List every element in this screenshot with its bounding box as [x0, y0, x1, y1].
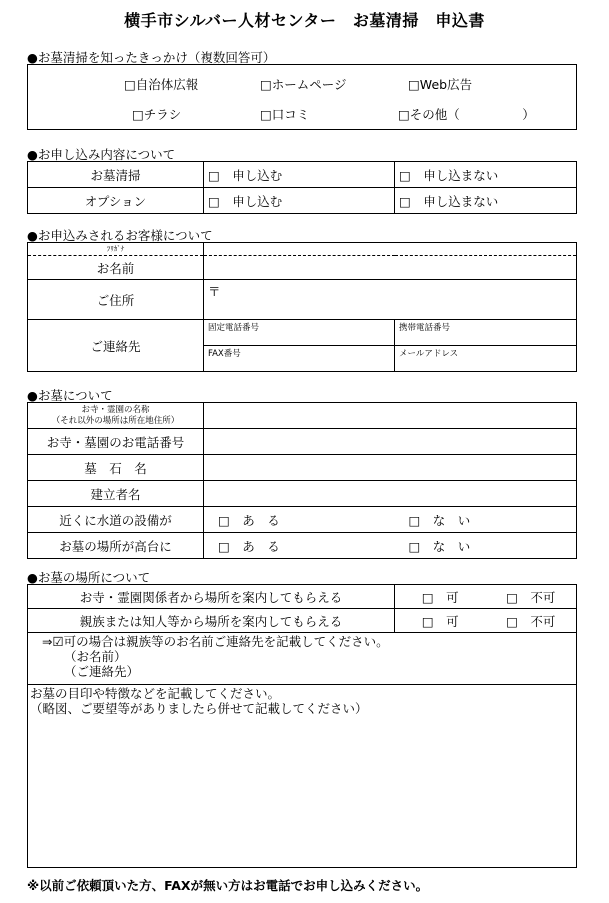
builder-label: 建立者名	[28, 481, 204, 507]
location-table	[27, 584, 577, 868]
row-label-option: オプション	[28, 188, 204, 214]
checkbox-temple-guide-ng[interactable]: □ 不可	[486, 585, 577, 609]
checkbox-water-no[interactable]: □ な い	[395, 507, 577, 533]
table-row	[28, 243, 577, 256]
checkbox-water-yes[interactable]: □ あ る	[204, 507, 395, 533]
relative-contact-field[interactable]	[28, 633, 577, 685]
checkbox-relative-guide-ok[interactable]: □ 可	[395, 609, 486, 633]
builder-field[interactable]	[204, 481, 577, 507]
checkbox-option-apply[interactable]: □ 申し込む	[204, 188, 395, 214]
landline-field[interactable]: 固定電話番号	[204, 320, 395, 346]
grave-table	[27, 402, 577, 559]
checkbox-height-yes[interactable]: □ あ る	[204, 533, 395, 559]
name-label: お名前	[28, 256, 204, 280]
grave-name-field[interactable]	[204, 455, 577, 481]
temple-name-label-line1: お寺・霊園の名称	[81, 404, 150, 415]
section1-heading: ●お墓清掃を知ったきっかけ（複数回答可）	[27, 50, 276, 65]
table-row	[28, 188, 577, 214]
memo-instruction-sub: （略図、ご要望等がありましたら併せて記載してください）	[30, 701, 368, 716]
relative-note: ⇒☑可の場合は親族等のお名前ご連絡先を記載してください。	[42, 634, 389, 649]
fax-field[interactable]: FAX番号	[204, 346, 395, 372]
application-table	[27, 161, 577, 214]
checkbox-other[interactable]: □その他（ ）	[398, 107, 535, 122]
table-row	[28, 256, 577, 280]
table-row	[28, 481, 577, 507]
row-label-cleaning: お墓清掃	[28, 162, 204, 188]
table-row	[28, 403, 577, 429]
temple-guide-label: お寺・霊園関係者から場所を案内してもらえる	[28, 585, 395, 609]
checkbox-homepage[interactable]: □ホームページ	[260, 77, 347, 92]
height-label: お墓の場所が高台に	[28, 533, 204, 559]
table-row	[28, 320, 577, 346]
checkbox-option-decline[interactable]: □ 申し込まない	[395, 188, 577, 214]
section5-heading: ●お墓の場所について	[27, 570, 151, 585]
mobile-field[interactable]: 携帯電話番号	[395, 320, 577, 346]
checkbox-relative-guide-ng[interactable]: □ 不可	[486, 609, 577, 633]
checkbox-height-no[interactable]: □ な い	[395, 533, 577, 559]
email-field[interactable]: メールアドレス	[395, 346, 577, 372]
address-field[interactable]	[204, 280, 577, 320]
table-row	[28, 609, 577, 633]
table-row	[28, 429, 577, 455]
grave-name-label: 墓 石 名	[28, 455, 204, 481]
table-row	[28, 507, 577, 533]
relative-contact-label: （ご連絡先）	[64, 664, 140, 679]
name-field[interactable]	[204, 256, 577, 280]
table-row	[28, 162, 577, 188]
table-row	[28, 455, 577, 481]
address-label: ご住所	[28, 280, 204, 320]
section3-heading: ●お申込みされるお客様について	[27, 228, 213, 243]
checkbox-cleaning-decline[interactable]: □ 申し込まない	[395, 162, 577, 188]
section4-heading: ●お墓について	[27, 388, 113, 403]
checkbox-cleaning-apply[interactable]: □ 申し込む	[204, 162, 395, 188]
checkbox-web-ad[interactable]: □Web広告	[408, 77, 473, 92]
water-label: 近くに水道の設備が	[28, 507, 204, 533]
memo-field[interactable]	[28, 685, 577, 868]
temple-name-field[interactable]	[204, 403, 577, 429]
table-row	[28, 633, 577, 685]
postal-mark: 〒	[208, 284, 221, 299]
referral-box	[27, 64, 577, 130]
furigana-label: ﾌﾘｶﾞﾅ	[28, 243, 204, 256]
checkbox-flyer[interactable]: □チラシ	[132, 107, 182, 122]
checkbox-municipal-pr[interactable]: □自治体広報	[124, 77, 199, 92]
temple-name-label-line2: （それ以外の場所は所在地住所）	[51, 415, 180, 426]
relative-name-label: （お名前）	[64, 649, 127, 664]
temple-phone-label: お寺・墓園のお電話番号	[28, 429, 204, 455]
customer-table	[27, 242, 577, 372]
table-row	[28, 533, 577, 559]
footer-note: ※以前ご依頼頂いた方、FAXが無い方はお電話でお申し込みください。	[27, 878, 429, 893]
relative-guide-label: 親族または知人等から場所を案内してもらえる	[28, 609, 395, 633]
section2-heading: ●お申し込み内容について	[27, 147, 176, 162]
table-row	[28, 280, 577, 320]
table-row	[28, 685, 577, 868]
page-title: 横手市シルバー人材センター お墓清掃 申込書	[124, 11, 485, 30]
furigana-field[interactable]	[204, 243, 577, 256]
checkbox-word-of-mouth[interactable]: □口コミ	[260, 107, 310, 122]
checkbox-temple-guide-ok[interactable]: □ 可	[395, 585, 486, 609]
table-row	[28, 585, 577, 609]
temple-name-label	[28, 403, 204, 429]
contact-label: ご連絡先	[28, 320, 204, 372]
memo-instruction: お墓の目印や特徴などを記載してください。	[30, 686, 281, 701]
temple-phone-field[interactable]	[204, 429, 577, 455]
